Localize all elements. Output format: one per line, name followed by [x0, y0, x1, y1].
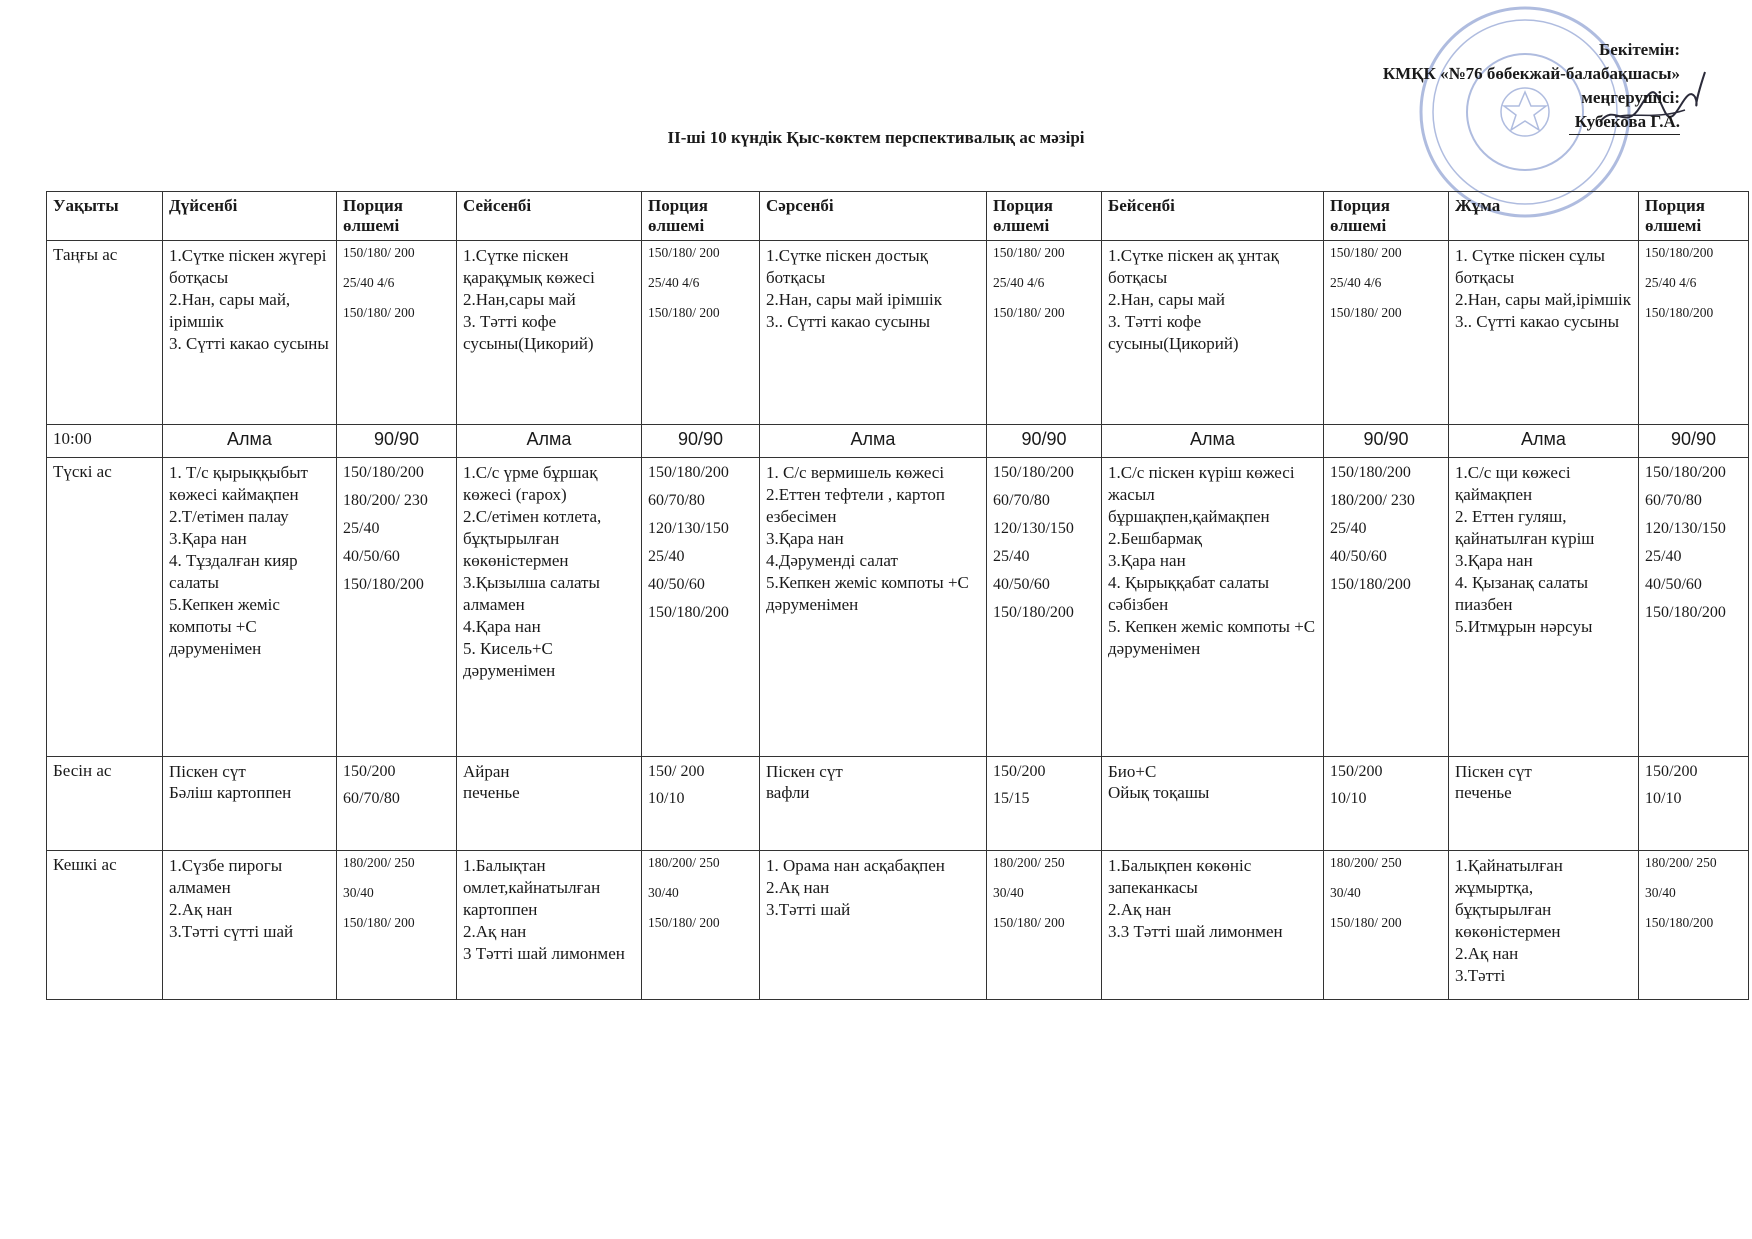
portion-cell — [987, 458, 1102, 757]
menu-item: 4.Дәруменді салат — [766, 551, 898, 570]
row-label: Түскі ас — [47, 458, 163, 757]
portion-value: 150/180/200 — [1645, 604, 1726, 621]
menu-item: 3.Тәтті — [1455, 966, 1506, 985]
portion-value: 150/ 200 — [648, 763, 705, 780]
menu-item: 5. Кисель+С дәруменімен — [463, 639, 556, 680]
header-row — [47, 192, 1749, 241]
menu-item: 3.Қара нан — [1108, 551, 1186, 570]
header-portion: Порция өлшемі — [987, 192, 1102, 241]
menu-item: печенье — [463, 783, 520, 802]
menu-item: 1.Сүтке піскен достық ботқасы — [766, 246, 928, 287]
menu-item: 4. Тұздалған кияр салаты — [169, 551, 298, 592]
portion-value: 40/50/60 — [343, 548, 400, 565]
header-monday: Дүйсенбі — [163, 192, 337, 241]
menu-cell — [457, 241, 642, 425]
menu-cell — [760, 241, 987, 425]
menu-item: Бәліш картоппен — [169, 783, 292, 802]
menu-item: Айран — [463, 762, 510, 781]
menu-item: 3.3 Тәтті шай лимонмен — [1108, 922, 1283, 941]
portion-value: 150/180/ 200 — [343, 305, 415, 320]
menu-item: 2.С/етімен котлета, бұқтырылған көкөністермен — [463, 507, 602, 570]
menu-item: 1.С/с піскен күріш көжесі жасыл бұршақпен,қаймақпен — [1108, 463, 1295, 526]
menu-item: 2.Ақ нан — [169, 900, 233, 919]
row-label: Таңғы ас — [47, 241, 163, 425]
menu-cell — [760, 458, 987, 757]
portion-cell — [1639, 458, 1749, 757]
menu-cell — [1102, 757, 1324, 851]
menu-item: 4. Қырыққабат салаты сәбізбен — [1108, 573, 1270, 614]
portion-value: 10/10 — [1645, 790, 1682, 807]
menu-cell — [163, 241, 337, 425]
snack-item: Алма — [457, 425, 642, 458]
header-portion: Порция өлшемі — [1639, 192, 1749, 241]
portion-value: 150/180/200 — [1645, 915, 1714, 930]
menu-item: 2.Т/етімен палау — [169, 507, 289, 526]
menu-item: 1.С/с үрме бұршақ көжесі (гарох) — [463, 463, 598, 504]
portion-value: 180/200/ 250 — [343, 855, 415, 870]
portion-value: 150/180/200 — [1330, 464, 1411, 481]
portion-value: 150/180/200 — [1330, 576, 1411, 593]
menu-cell — [1102, 851, 1324, 1000]
portion-value: 150/180/200 — [648, 464, 729, 481]
menu-item: 5.Итмұрын нәрсуы — [1455, 617, 1593, 636]
menu-cell — [1102, 458, 1324, 757]
menu-item: 3 Тәтті шай лимонмен — [463, 944, 625, 963]
portion-value: 150/180/200 — [1645, 245, 1714, 260]
menu-cell — [1449, 757, 1639, 851]
menu-item: 4.Қара нан — [463, 617, 541, 636]
portion-value: 25/40 — [1645, 548, 1682, 565]
portion-cell — [1639, 241, 1749, 425]
portion-value: 25/40 4/6 — [648, 275, 700, 290]
menu-item: 2.Ақ нан — [766, 878, 830, 897]
menu-item: 2.Нан, сары май — [1108, 290, 1225, 309]
portion-value: 150/180/200 — [648, 604, 729, 621]
portion-value: 150/180/ 200 — [993, 245, 1065, 260]
portion-cell — [337, 851, 457, 1000]
portion-value: 25/40 4/6 — [1330, 275, 1382, 290]
portion-cell — [1324, 458, 1449, 757]
portion-value: 180/200/ 250 — [993, 855, 1065, 870]
snack-item: Алма — [1102, 425, 1324, 458]
portion-value: 25/40 — [343, 520, 380, 537]
portion-value: 25/40 4/6 — [343, 275, 395, 290]
menu-item: Піскен сүт — [1455, 762, 1532, 781]
portion-value: 150/200 — [343, 763, 396, 780]
snack-portion: 90/90 — [337, 425, 457, 458]
portion-cell — [987, 851, 1102, 1000]
menu-item: 2.Ақ нан — [463, 922, 527, 941]
approval-block — [1383, 38, 1680, 135]
portion-value: 150/180/ 200 — [648, 245, 720, 260]
menu-item: 3.. Сүтті какао сусыны — [766, 312, 931, 331]
portion-value: 120/130/150 — [648, 520, 729, 537]
portion-cell — [337, 241, 457, 425]
menu-cell — [760, 757, 987, 851]
portion-cell — [1324, 851, 1449, 1000]
portion-value: 150/180/200 — [993, 604, 1074, 621]
menu-item: 1.Сүтке піскен жүгері ботқасы — [169, 246, 327, 287]
portion-cell — [1324, 757, 1449, 851]
menu-item: 1.Балықпен көкөніс запеканкасы — [1108, 856, 1252, 897]
menu-item: 1.Балықтан омлет,кайнатылған картоппен — [463, 856, 601, 919]
snack-row — [47, 425, 1749, 458]
menu-item: 1. С/с вермишель көжесі — [766, 463, 945, 482]
portion-value: 15/15 — [993, 790, 1030, 807]
snack-item: Алма — [1449, 425, 1639, 458]
menu-item: 5. Кепкен жеміс компоты +С дәруменімен — [1108, 617, 1316, 658]
portion-value: 150/180/ 200 — [648, 305, 720, 320]
row-label: 10:00 — [47, 425, 163, 458]
portion-value: 30/40 — [1330, 885, 1361, 900]
portion-value: 120/130/150 — [993, 520, 1074, 537]
portion-value: 10/10 — [1330, 790, 1367, 807]
portion-value: 40/50/60 — [1645, 576, 1702, 593]
portion-cell — [642, 241, 760, 425]
portion-value: 150/180/ 200 — [1330, 305, 1402, 320]
menu-cell — [1449, 241, 1639, 425]
menu-item: 3.Қара нан — [169, 529, 247, 548]
portion-value: 30/40 — [993, 885, 1024, 900]
header-portion: Порция өлшемі — [1324, 192, 1449, 241]
header-time: Уақыты — [47, 192, 163, 241]
header-friday: Жұма — [1449, 192, 1639, 241]
portion-value: 25/40 4/6 — [1645, 275, 1697, 290]
header-portion: Порция өлшемі — [337, 192, 457, 241]
snack-item: Алма — [760, 425, 987, 458]
row-label: Кешкі ас — [47, 851, 163, 1000]
menu-item: Піскен сүт — [766, 762, 843, 781]
row-label: Бесін ас — [47, 757, 163, 851]
menu-item: 3. Сүтті какао сусыны — [169, 334, 329, 353]
portion-value: 25/40 — [1330, 520, 1367, 537]
portion-value: 180/200/ 230 — [1330, 492, 1415, 509]
menu-item: 3.Қара нан — [766, 529, 844, 548]
portion-cell — [1324, 241, 1449, 425]
portion-value: 40/50/60 — [648, 576, 705, 593]
portion-value: 180/200/ 250 — [1330, 855, 1402, 870]
menu-item: 2.Еттен тефтели , картоп езбесімен — [766, 485, 946, 526]
portion-value: 150/200 — [1645, 763, 1698, 780]
approval-line-3: меңгерушісі: — [1581, 88, 1680, 107]
approval-line-1: Бекітемін: — [1599, 40, 1680, 59]
portion-value: 150/200 — [993, 763, 1046, 780]
menu-item: 5.Кепкен жеміс компоты +С дәруменімен — [766, 573, 969, 614]
snack-item: Алма — [163, 425, 337, 458]
menu-item: Био+С — [1108, 762, 1157, 781]
menu-item: 3.Қара нан — [1455, 551, 1533, 570]
portion-value: 150/180/200 — [343, 576, 424, 593]
portion-value: 150/200 — [1330, 763, 1383, 780]
menu-cell — [760, 851, 987, 1000]
afternoon-row — [47, 757, 1749, 851]
header-thursday: Бейсенбі — [1102, 192, 1324, 241]
portion-value: 150/180/ 200 — [343, 915, 415, 930]
portion-value: 25/40 4/6 — [993, 275, 1045, 290]
menu-cell — [457, 851, 642, 1000]
portion-value: 40/50/60 — [1330, 548, 1387, 565]
portion-value: 150/180/200 — [993, 464, 1074, 481]
portion-value: 150/180/ 200 — [993, 915, 1065, 930]
portion-cell — [642, 458, 760, 757]
menu-item: 1. Т/с қырыққыбыт көжесі каймақпен — [169, 463, 308, 504]
portion-cell — [337, 458, 457, 757]
menu-item: 1. Сүтке піскен сұлы ботқасы — [1455, 246, 1605, 287]
portion-cell — [1639, 851, 1749, 1000]
portion-value: 150/180/ 200 — [1330, 915, 1402, 930]
snack-portion: 90/90 — [1639, 425, 1749, 458]
menu-cell — [163, 757, 337, 851]
menu-item: Піскен сүт — [169, 762, 246, 781]
approval-line-2: КМҚК «№76 бөбекжай-балабақшасы» — [1382, 64, 1680, 83]
header-portion: Порция өлшемі — [642, 192, 760, 241]
portion-cell — [987, 757, 1102, 851]
header-wednesday: Сәрсенбі — [760, 192, 987, 241]
portion-value: 150/180/200 — [343, 464, 424, 481]
menu-item: 2. Еттен гуляш, қайнатылған күріш — [1455, 507, 1595, 548]
portion-value: 150/180/ 200 — [993, 305, 1065, 320]
portion-value: 180/200/ 250 — [1645, 855, 1717, 870]
portion-cell — [337, 757, 457, 851]
menu-cell — [1102, 241, 1324, 425]
menu-item: 2.Ақ нан — [1108, 900, 1172, 919]
snack-portion: 90/90 — [642, 425, 760, 458]
portion-value: 10/10 — [648, 790, 685, 807]
portion-value: 60/70/80 — [993, 492, 1050, 509]
menu-item: 5.Кепкен жеміс компоты +С дәруменімен — [169, 595, 280, 658]
menu-item: 3.Тәтті шай — [766, 900, 851, 919]
menu-item: 1.Сүтке піскен қарақұмық көжесі — [463, 246, 595, 287]
menu-item: 1.Сүтке піскен ақ ұнтақ ботқасы — [1108, 246, 1279, 287]
menu-cell — [1449, 458, 1639, 757]
portion-cell — [1639, 757, 1749, 851]
approval-line-4: Кубекова Г.А. — [1569, 110, 1680, 135]
menu-item: 2.Нан, сары май ірімшік — [766, 290, 942, 309]
menu-item: 3. Тәтті кофе сусыны(Цикорий) — [1108, 312, 1239, 353]
menu-item: 2.Нан, сары май,ірімшік — [1455, 290, 1631, 309]
portion-value: 150/180/ 200 — [648, 915, 720, 930]
menu-item: 3.. Сүтті какао сусыны — [1455, 312, 1620, 331]
portion-value: 60/70/80 — [1645, 492, 1702, 509]
dinner-row — [47, 851, 1749, 1000]
menu-item: Ойық тоқашы — [1108, 783, 1210, 802]
portion-value: 25/40 — [993, 548, 1030, 565]
menu-item: 2.Нан, сары май, ірімшік — [169, 290, 291, 331]
portion-value: 120/130/150 — [1645, 520, 1726, 537]
header-tuesday: Сейсенбі — [457, 192, 642, 241]
menu-item: 3.Қызылша салаты алмамен — [463, 573, 600, 614]
portion-value: 150/180/200 — [1645, 305, 1714, 320]
portion-value: 30/40 — [648, 885, 679, 900]
menu-item: вафли — [766, 783, 810, 802]
menu-cell — [457, 757, 642, 851]
menu-item: печенье — [1455, 783, 1512, 802]
menu-item: 1.Сүзбе пирогы алмамен — [169, 856, 283, 897]
menu-item: 4. Қызанақ салаты пиазбен — [1455, 573, 1589, 614]
menu-table — [46, 191, 1749, 1000]
portion-value: 150/180/200 — [1645, 464, 1726, 481]
lunch-row — [47, 458, 1749, 757]
portion-value: 30/40 — [343, 885, 374, 900]
menu-item: 2.Бешбармақ — [1108, 529, 1203, 548]
portion-value: 150/180/ 200 — [343, 245, 415, 260]
menu-item: 1.С/с щи көжесі қаймақпен — [1455, 463, 1571, 504]
portion-value: 60/70/80 — [648, 492, 705, 509]
menu-item: 3. Тәтті кофе сусыны(Цикорий) — [463, 312, 594, 353]
snack-portion: 90/90 — [1324, 425, 1449, 458]
menu-item: 1. Орама нан асқабақпен — [766, 856, 945, 875]
portion-value: 180/200/ 230 — [343, 492, 428, 509]
page-title: ІІ-ші 10 күндік Қыс-көктем перспективалық ас мәзірі — [667, 128, 1085, 147]
menu-item: 1.Қайнатылған жұмыртқа, бұқтырылған көкөністермен — [1455, 856, 1563, 941]
snack-portion: 90/90 — [987, 425, 1102, 458]
menu-cell — [163, 458, 337, 757]
portion-value: 30/40 — [1645, 885, 1676, 900]
menu-item: 2.Ақ нан — [1455, 944, 1519, 963]
menu-cell — [163, 851, 337, 1000]
portion-value: 180/200/ 250 — [648, 855, 720, 870]
portion-value: 25/40 — [648, 548, 685, 565]
menu-item: 2.Нан,сары май — [463, 290, 576, 309]
portion-cell — [987, 241, 1102, 425]
portion-cell — [642, 757, 760, 851]
portion-value: 60/70/80 — [343, 790, 400, 807]
menu-cell — [457, 458, 642, 757]
portion-value: 150/180/ 200 — [1330, 245, 1402, 260]
breakfast-row — [47, 241, 1749, 425]
menu-item: 3.Тәтті сүтті шай — [169, 922, 294, 941]
portion-value: 40/50/60 — [993, 576, 1050, 593]
portion-cell — [642, 851, 760, 1000]
menu-cell — [1449, 851, 1639, 1000]
